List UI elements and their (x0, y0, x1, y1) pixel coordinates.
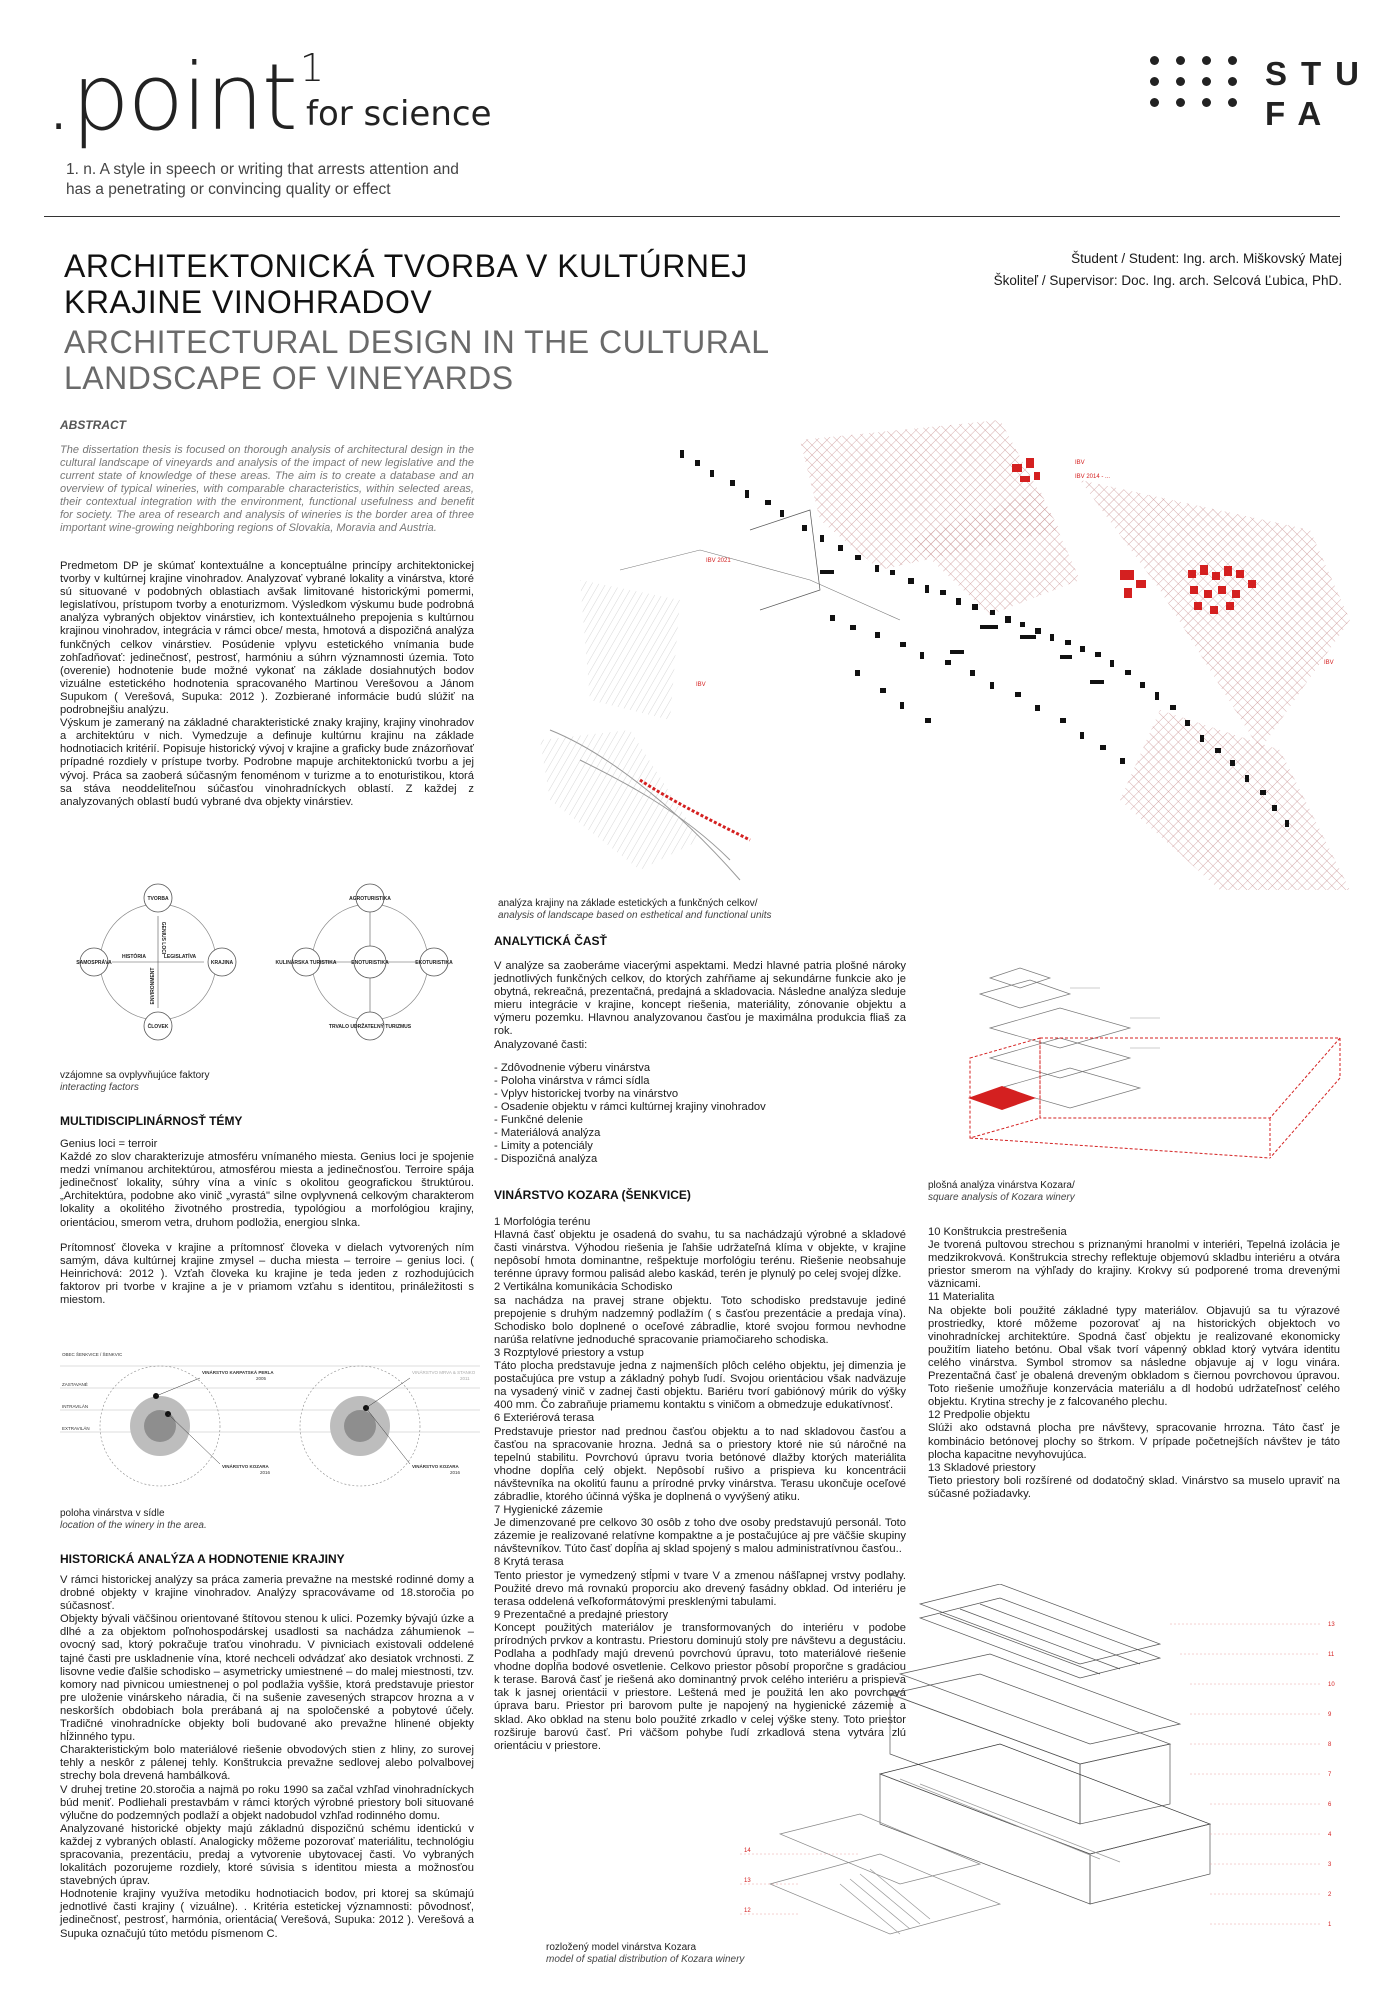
model-number: 1 (1328, 1922, 1332, 1928)
model-number: 4 (1328, 1832, 1332, 1838)
square-analysis-caption: plošná analýza vinárstva Kozara/ square analysis of Kozara winery (928, 1180, 1075, 1203)
model-number: 12 (744, 1908, 751, 1914)
analytic-list (494, 1062, 906, 1167)
author-info (880, 248, 1342, 292)
list-item: - Materiálová analýza (494, 1127, 601, 1140)
winery-location-diagram (60, 1346, 480, 1506)
winery-label: VINÁRSTVO KOZARA (412, 1464, 459, 1469)
map-label-ibv-2021: IBV 2021 (706, 558, 731, 564)
winery-label: VINÁRSTVO MRVA & STANKO (412, 1370, 476, 1375)
multidisciplinarity-heading: MULTIDISCIPLINÁRNOSŤ TÉMY (60, 1114, 243, 1128)
location-caption: poloha vinárstva v sídle location of the winery in the area. (60, 1508, 207, 1531)
interacting-factors-diagram (60, 872, 460, 1072)
map-label-ibv-2014: IBV 2014 - ... (1075, 474, 1111, 480)
location-legend: INTRAVILÁN (62, 1404, 89, 1409)
factor-label: LEGISLATÍVA (163, 954, 197, 960)
list-item: - Zdôvodnenie výberu vinárstva (494, 1061, 651, 1074)
header-divider (44, 216, 1340, 217)
model-number: 13 (1328, 1622, 1335, 1628)
vineyard-zone (580, 580, 680, 720)
factor-label: GENIUS LOCI (160, 921, 166, 955)
abstract-text: The dissertation thesis is focused on thorough analysis of architectural design in the cultural landscape of vineyards and analysis of the impact of new legislative and the current state of knowledge of these areas. The aim is to create a database and an overview of typical wineries, with comparable characteristics, within selected areas, their contextual integration with the environment, functional usefulness and benefit for society. The area of research and analysis of wineries is the border area of three important wine-growing neighboring regions of Slovakia, Moravia and Austria. (60, 444, 474, 534)
plot-outline (1040, 1038, 1340, 1118)
factor-label: ČLOVEK (147, 1024, 169, 1030)
intro-paragraph-2: Výskum je zameraný na základné charakteristické znaky krajiny, krajiny vinohradov a architektúru v nich. Vymedzuje a definuje kultúrnu krajinu na základe hodnotiacich kritérií. Popisuje historický vývoj v krajine a graficky bude znázorňovať prípadné rozdiely v prístupe tvorby. Podrobne mapuje architektonickú tvorbu a jej vývoj. Práca sa zaoberá súčasným fenoménom v turizme a to enoturistikou, ktorá sa stáva neoddeliteľnou súčasťou vinohradníckych oblastí. Z každej z analyzovaných oblastí budú vybrané dva objekty vinárstiev. (60, 717, 474, 808)
winery-year: 2005 (256, 1376, 267, 1381)
list-item: - Limity a potenciály (494, 1140, 593, 1153)
winery-year: 2016 (260, 1470, 271, 1475)
model-number: 11 (1328, 1652, 1335, 1658)
model-number: 9 (1328, 1712, 1332, 1718)
kozara-text: 1 Morfológia terénu Hlavná časť objektu je osadená do svahu, tu sa nachádzajú výrobné a skladové časti vinárstva. Výhodou riešenia je ľahšie udržateľná klíma v objekte, v krajine nepôsobí hmota dominantne, rešpektuje morfológiu terénu. Riešenie neobsahuje terénne úpravy formou palisád alebo kaskád, terén je plynulý po celej svojej dĺžke. 2 Vertikálna komunikácia Schodisko sa nachádza na pravej strane objektu. Toto schodisko predstavuje jediné prepojenie s druhým nadzemný podlažím ( s časťou prezentácie a predaja vína). Schodisko bolo doplnené o oceľové zábradlie, ktoré svojou formou nevhodne narúša relatívne jednoduché spracovanie priamočiareho schodiska. 3 Rozptylové priestory a vstup Táto plocha predstavuje jedna z najmenších plôch celého objektu, jej dimenzia je postačujúca pre vstup a základný pohyb ľudí. Svojou orientáciou však nadväzuje na vysadený vinič v zadnej časti objektu. Bariéru tvorí gabiónový múrik do výšky 400 mm. Čo zabraňuje priamemu kontaktu s viničom a obmedzuje edukatívnosť. 6 Exteriérová terasa Predstavuje priestor nad prednou časťou objektu a to nad skladovou časťou a časťou na spracovanie hrozna. Jedná sa o priestory ktoré nie sú náročné na tepelnú stabilitu. Povrchovú úpravu tvoria betónové dlažby ktorých materiálita vhodne dopĺňa celý objekt. Nepôsobí rušivo a prispieva ku koncentrácii návštevníka na okolitú faunu a prírodné prvky vinárstva. Terasu ukončuje oceľové zábradlie, ktorého účinná výška je doplnená o vyvýšený atiku. 7 Hygienické zázemie Je dimenzované pre celkovo 30 osôb z toho dve osoby predstavujú personál. Toto zázemie je realizované relatívne kompaktne a je postačujúce aj pre väčšie skupiny návštevníkov. Túto časť dopĺňa aj sklad spojený s malou administratívnou časťou.. 8 Krytá terasa Tento priestor je vymedzený stĺpmi v tvare V a zmenou nášľapnej vrstvy podlahy. Použité drevo má rovnakú proporciu ako drevený fasádny obklad. Od interiéru je terasa oddelená veľkoformátovými presklenými tabulami. 9 Prezentačné a predajné priestory Koncept použitých materiálov je transformovaných do interiéru v podobe prírodných prvkov a kontrastu. Priestoru dominujú stoly pre návštevu a degustáciu. Podlaha a podhľady majú drevenú povrchovú úpravu, toto materiálové riešenie vhodne dopĺňa bodové osvetlenie. Celkovo priestor pôsobí proporčne s gradáciou k terase. Barová časť je riešená ako dominantný prvok celého interiéru a prispieva tak k jasnej orientácii v priestore. Leštená med je použitá len ako povrchová úprava baru. Priestor pri barovom pulte je napojený na hygienické zázemie a sklad. Ako obklad na stenu bolo použité zrkadlo v celej výške steny. Toto priestor rozširuje barovú časť. Pri väčšom pohybe ľudí zrkadlová stena vytvára zlú orientáciu v priestore. (494, 1216, 906, 1752)
multidisciplinarity-section (60, 1138, 478, 1307)
location-legend: ZASTAVANÉ (62, 1382, 88, 1387)
analytic-paragraph: V analýze sa zaoberáme viacerými aspektami. Medzi hlavné patria plošné nároky jednotlivých funkčných celkov, do ktorých zahŕňame aj sekundárne funkcie ako je obytná, rekreačná, prezentačná, predajná a skladovacia. Následne analýza sleduje mieru integrácie v krajine, koncept riešenia, materiálity, zónovanie objektu a výmeru pozemku. Hlavnou analyzovanou časťou je maximálna produkcia fliaš za rok. Analyzované časti: (494, 960, 906, 1051)
plot-outline (750, 510, 820, 610)
intro-paragraph-1: Predmetom DP je skúmať kontextuálne a konceptuálne princípy architektonickej tvorby v kultúrnej krajine vinohradov. Analyzovať vybrané lokality a vinárstva, ktoré sú situované v podobných oblastiach avšak limitované historickými pomermi, legislatívou, prístupom tvorby a enoturizmom. Výsledkom výskumu bude podrobná analýza vybraných objektov vinárstiev, ich kontextuálneho prepojenia s kultúrnou krajinou vinohradov, integrácia v rámci obce/ mesta, hmotová a dispozičná analýza funkčných celkov vinárstiev. Posúdenie vplyvu estetického vnímania bude zohľadňovať: jedinečnosť, pestrosť, harmóniu a súhrn významnosti územia. Toto (overenie) hodnotenie bude možné vykonať na základe dosiahnutých bodov vizuálne estetického hodnotenia spracovaného Martinou Verešovou a Jánom Supukom ( Verešová, Supuka: 2012 ). Zozbierané informácie budú slúžiť na podrobnejšiu analýzu. (60, 560, 474, 717)
winery-year: 2016 (450, 1470, 461, 1475)
list-item: - Funkčné delenie (494, 1114, 583, 1127)
definition-text: 1. n. A style in speech or writing that arrests attention and has a penetrating or convincing quality or effect (66, 161, 459, 198)
list-item: - Poloha vinárstva v rámci sídla (494, 1074, 650, 1087)
multidisciplinarity-paragraph-2: Prítomnosť človeka v krajine a prítomnosť človeka v dielach vytvorených ním samým, dáva kultúrnej krajine zmysel – ducha miesta – terroire – genius loci. ( Heinrichová: 2012 ). Vzťah človeka ku krajine je teda jeden z rozhodujúcich faktorov pri tvorbe v krajine a je v priamom vzťahu s identitou, prináležitosti s miestom. (60, 1241, 478, 1307)
logo-subtitle: for science (306, 94, 492, 134)
list-item: - Vplyv historickej tvorby na vinárstvo (494, 1087, 679, 1100)
winery-label: VINÁRSTVO KOZARA (222, 1464, 269, 1469)
square-analysis-diagram (930, 958, 1350, 1168)
model-number: 8 (1328, 1742, 1332, 1748)
landscape-map (520, 420, 1350, 900)
kozara-heading: VINÁRSTVO KOZARA (ŠENKVICE) (494, 1188, 691, 1202)
location-legend: EXTRAVILÁN (62, 1426, 90, 1431)
factor-label: ENVIRONMENT (150, 967, 156, 1005)
production-area (968, 1086, 1036, 1110)
map-caption: analýza krajiny na základe estetických a funkčných celkov/ analysis of landscape based on esthetical and functional units (498, 898, 772, 921)
map-label-ibv: IBV (696, 682, 706, 688)
location-legend: OBEC ŠENKVICE / ŠENKVIC (62, 1352, 123, 1357)
exploded-model-drawing (740, 1584, 1350, 1944)
logo: .point $^1$ (44, 44, 323, 151)
factor-label: EKOTURISTIKA (415, 960, 453, 966)
model-number: 3 (1328, 1862, 1332, 1868)
kozara-text-continued: 10 Konštrukcia prestrešenia Je tvorená pultovou strechou s priznanými hranolmi v interiéri, Tepelná izolácia je medzikrokvová. Konštrukcia strechy reflektuje objemovú skladbu interiéru a otvára priestor smerom na výhľady do krajiny. Krokvy sú podporené troma drevenými väznicami. 11 Materialita Na objekte boli použité základné typy materiálov. Objavujú sa tu výrazové prostriedky, ktoré môžeme pozorovať aj na historických objektoch vo vinohradníckej architektúre. Spodná časť objektu je realizované ekonomicky použitím liateho betónu. Obal však tvorí vápenný obklad ktorý vytvára identitu celého vinárstva. Symbol stromov sa následne objavuje aj v logu vinára. Prezentačná časť je obalená dreveným obkladom s čiernou povrchovou úpravou. Toto riešenie umožňuje konzervácia materiálu a dl hodobú udržateľnosť celého objektu. Krytina strechy je z falcovaného plechu. 12 Predpolie objektu Slúži ako odstavná plocha pre návštevy, spracovanie hrrozna. Táto časť je kombinácio betónovej plochy so štrkom. V prípade početnejších návštev je táto plocha kapacitne nevyhovujúca. 13 Skladové priestory Tieto priestory boli rozšírené od dodatočný sklad. Vinárstvo sa muselo upraviť na súčasné požiadavky. (928, 1226, 1340, 1500)
stu-fa-logo: STU FA (1265, 55, 1373, 132)
supervisor-name: Školiteľ / Supervisor: Doc. Ing. arch. Selcová Ľubica, PhD. (993, 273, 1342, 288)
history-heading: HISTORICKÁ ANALÝZA A HODNOTENIE KRAJINY (60, 1552, 345, 1566)
multidisciplinarity-paragraph-1: Genius loci = terroir Každé zo slov charakterizuje atmosféru vnímaného miesta. Genius loci je spojenie medzi vnímanou architektúrou, atmosférou miesta a jedinečnosťou. Terroire spája jedinečnosť lokality, súhry vína a viníc s okolitou geografickou štruktúrou. „Architektúra, podobne ako vinič „vyrastá" silne ovplyvnená celkovým charakterom lokality a okolitého životného prostredia, typológiou a morfológiou krajiny, orientáciou, smerom vetra, druhom podložia, energiou slnka. (60, 1138, 474, 1229)
factors-caption: vzájomne sa ovplyvňujúce faktory interacting factors (60, 1070, 210, 1093)
vineyard-zone (1120, 710, 1350, 890)
student-name: Študent / Student: Ing. arch. Miškovský Matej (1071, 251, 1342, 266)
winery-year: 2011 (460, 1376, 470, 1381)
factor-label: TRVALO UDRŽATEĽNÝ TURIZMUS (328, 1024, 412, 1030)
factor-label: SAMOSPRÁVA (76, 960, 112, 966)
intro-section (60, 560, 474, 809)
title-slovak: ARCHITEKTONICKÁ TVORBA V KULTÚRNEJ KRAJINE VINOHRADOV (64, 248, 748, 320)
stu-dots-logo-icon (1150, 56, 1240, 107)
abstract-heading: ABSTRACT (60, 418, 126, 432)
vineyard-zone (1080, 480, 1350, 750)
analytic-heading: ANALYTICKÁ ČASŤ (494, 934, 607, 948)
map-label-ibv: IBV (1075, 460, 1085, 466)
model-caption: rozložený model vinárstva Kozara model of spatial distribution of Kozara winery (546, 1942, 745, 1965)
factor-label: TVORBA (147, 896, 169, 902)
model-number: 6 (1328, 1802, 1332, 1808)
model-number: 7 (1328, 1772, 1332, 1778)
model-number: 10 (1328, 1682, 1335, 1688)
analytic-section (494, 960, 906, 1166)
map-label-ibv: IBV (1324, 660, 1334, 666)
model-number: 14 (744, 1848, 751, 1854)
factor-label: HISTÓRIA (122, 954, 146, 960)
winery-label: VINÁRSTVO KARPATSKÁ PERLA (202, 1370, 274, 1375)
factor-label: KULINÁRSKA TURISTIKA (275, 960, 337, 966)
history-text: V rámci historickej analýzy sa práca zameria prevažne na mestské rodinné domy a drobné objekty v krajine vinohradov. Analýzy spracovávame od 18.storočia po súčasnosť. Objekty bývali väčšinou orientované štítovou stenou k ulici. Pozemky bývajú úzke a dlhé a za objektom poľnohospodárskej usadlosti sa nachádza záhumienok – ovocný sad, ktorý pokračuje traťou vinohradu. V pivniciach existovali oddelené tajné časti pre uskladnenie vína, ktoré nechceli odvádzať ako desiatok vrchnosti. Z lisovne vedie ďalšie schodisko – asymetricky umiestnené – do malej miestnosti, tzv. komory nad pivnicou umiestnenej o pol podlažia vyššie, ktorá predstavuje priestor pre uloženie vinárskeho náradia, či na sušenie zavesených strapcov hrozna a v neskorších obdobiach bola prerábaná aj na spoločenské a pobytové účely. Tradičné vinohradnícke objekty boli budované ako prevažne hlinené objekty hĺžinného typu. Charakteristickým bolo materiálové riešenie obvodových stien z hliny, zo surovej tehly a neskôr z pálenej tehly. Konštrukcia prevažne sedlovej alebo polvalbovej strechy bola drevená hambálková. V druhej tretine 20.storočia a najmä po roku 1990 sa začal vzhľad vinohradníckych búd meniť. Podliehali prestavbám v rámci ktorých výrobné priestory boli situované výlučne do podzemných podlaží a objekt nadobudol vzhľad rodinného domu. Analyzované historické objekty majú základnú dispozičnú schému identickú v každej z vybraných oblastí. Analogicky môžeme pozorovať materiálitu, technológiu spracovania, prezentáciu, predaj a vytvorenie ubytovacej časti. Vo vybraných lokalitách pozorujeme rozdiely, ktoré súvisia s identitou miesta a možnosťou stavebných úprav. Hodnotenie krajiny využíva metodiku hodnotiacich bodov, pri ktorej sa skúmajú jednotlivé časti krajiny ( vizuálne). . Kritéria estetickej významnosti: pôvodnosť, jedinečnosť, pestrosť, harmónia, orientácia( Verešová, Supuka: 2012 ). Verešová a Supuka označujú túto metódu písmenom C. (60, 1574, 474, 1940)
factor-label: AGROTURISTIKA (349, 896, 391, 902)
list-item: - Osadenie objektu v rámci kultúrnej krajiny vinohradov (494, 1100, 766, 1113)
model-number: 13 (744, 1878, 751, 1884)
title-english: ARCHITECTURAL DESIGN IN THE CULTURAL LANDSCAPE OF VINEYARDS (64, 324, 770, 396)
factor-label: KRAJINA (210, 960, 234, 966)
factor-label: ENOTURISTIKA (351, 960, 389, 966)
model-number: 2 (1328, 1892, 1332, 1898)
list-item: - Dispozičná analýza (494, 1153, 598, 1166)
